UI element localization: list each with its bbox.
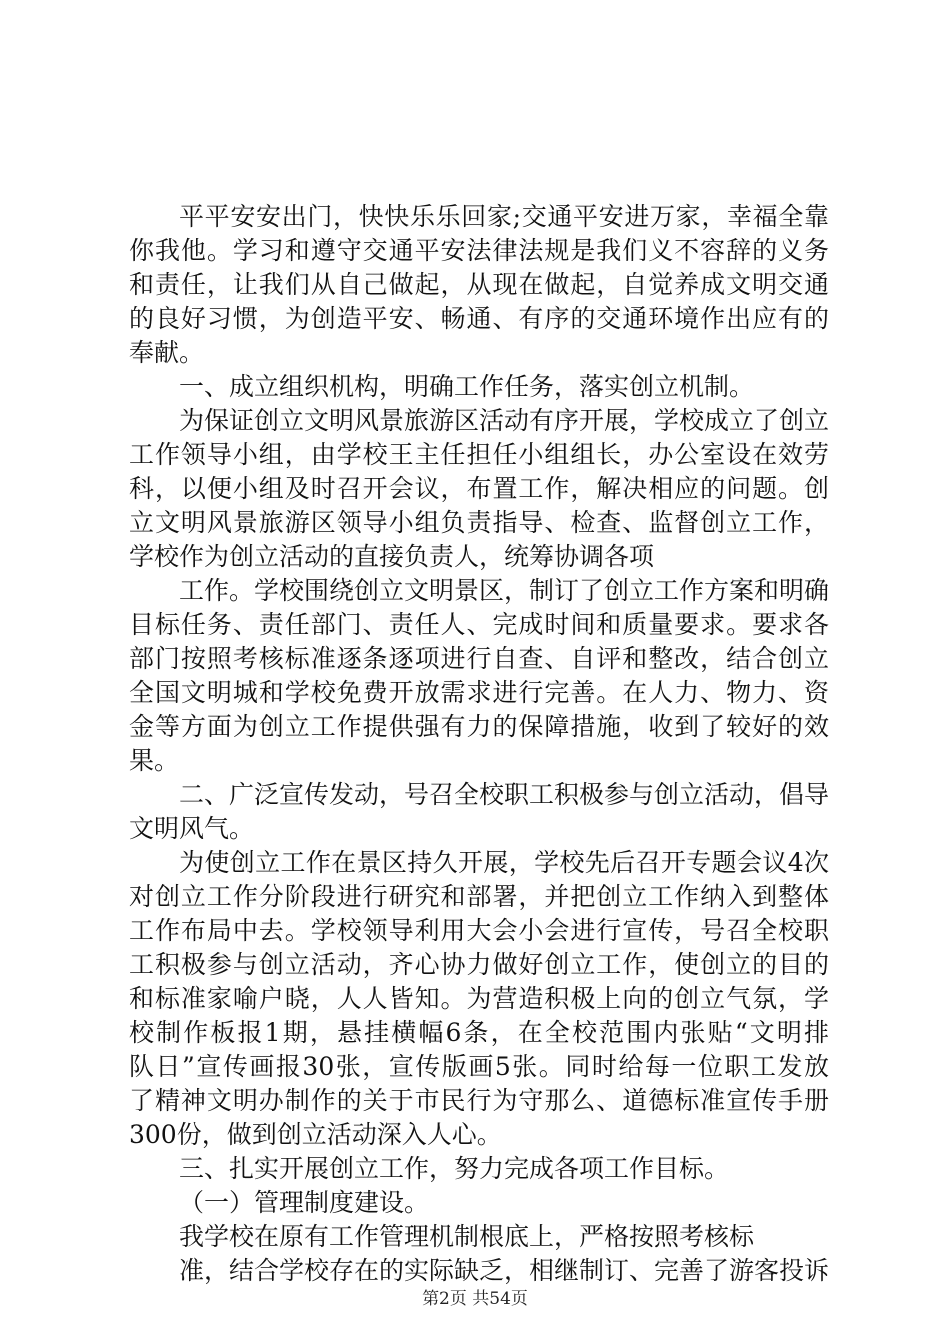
page-footer: 第2页 共54页 — [422, 1289, 528, 1309]
text-line: 科，以便小组及时召开会议，布置工作，解决相应的问题。创 — [129, 474, 829, 503]
text-line: 三、扎实开展创立工作，努力完成各项工作目标。 — [179, 1154, 730, 1183]
text-line: 部门按照考核标准逐条逐项进行自查、自评和整改，结合创立 — [129, 644, 829, 673]
text-line: 300份，做到创立活动深入人心。 — [129, 1120, 502, 1149]
text-line: 工作领导小组，由学校王主任担任小组组长，办公室设在效劳 — [129, 440, 829, 469]
text-line: 对创立工作分阶段进行研究和部署，并把创立工作纳入到整体 — [129, 882, 829, 911]
text-line: 文明风气。 — [129, 814, 255, 843]
text-line: 目标任务、责任部门、责任人、完成时间和质量要求。要求各 — [129, 610, 829, 639]
text-line: 立文明风景旅游区领导小组负责指导、检查、监督创立工作， — [129, 508, 829, 537]
text-line: 了精神文明办制作的关于市民行为守那么、道德标准宣传手册 — [129, 1086, 829, 1115]
text-line: 一、成立组织机构，明确工作任务，落实创立机制。 — [179, 372, 755, 401]
text-line: 你我他。学习和遵守交通平安法律法规是我们义不容辞的义务 — [129, 236, 829, 265]
text-line: 为保证创立文明风景旅游区活动有序开展，学校成立了创立 — [179, 406, 830, 435]
text-line: 奉献。 — [129, 338, 205, 367]
text-line: 和标准家喻户晓，人人皆知。为营造积极上向的创立气氛，学 — [129, 984, 829, 1013]
text-line: 学校作为创立活动的直接负责人，统筹协调各项 — [129, 542, 655, 571]
text-line: 的良好习惯，为创造平安、畅通、有序的交通环境作出应有的 — [129, 304, 829, 333]
text-line: 平平安安出门，快快乐乐回家;交通平安进万家，幸福全靠 — [179, 202, 829, 231]
text-line: 果。 — [129, 746, 180, 775]
text-line: 金等方面为创立工作提供强有力的保障措施，收到了较好的效 — [129, 712, 829, 741]
text-line: 校制作板报1期，悬挂横幅6条，在全校范围内张贴“文明排 — [129, 1018, 829, 1047]
text-line: 工作。学校围绕创立文明景区，制订了创立工作方案和明确 — [179, 576, 830, 605]
text-line: 准，结合学校存在的实际缺乏，相继制订、完善了游客投诉 — [179, 1256, 830, 1285]
text-line: （一）管理制度建设。 — [179, 1188, 430, 1217]
text-line: 二、广泛宣传发动，号召全校职工积极参与创立活动，倡导 — [179, 780, 830, 809]
text-line: 全国文明城和学校免费开放需求进行完善。在人力、物力、资 — [129, 678, 829, 707]
text-line: 我学校在原有工作管理机制根底上，严格按照考核标 — [179, 1222, 755, 1251]
text-line: 为使创立工作在景区持久开展，学校先后召开专题会议4次 — [179, 848, 829, 877]
text-line: 和责任，让我们从自己做起，从现在做起，自觉养成文明交通 — [129, 270, 829, 299]
text-line: 工积极参与创立活动，齐心协力做好创立工作，使创立的目的 — [129, 950, 829, 979]
text-line: 工作布局中去。学校领导利用大会小会进行宣传，号召全校职 — [129, 916, 829, 945]
document-body — [129, 200, 829, 1288]
text-line: 队日”宣传画报30张，宣传版画5张。同时给每一位职工发放 — [129, 1052, 829, 1081]
